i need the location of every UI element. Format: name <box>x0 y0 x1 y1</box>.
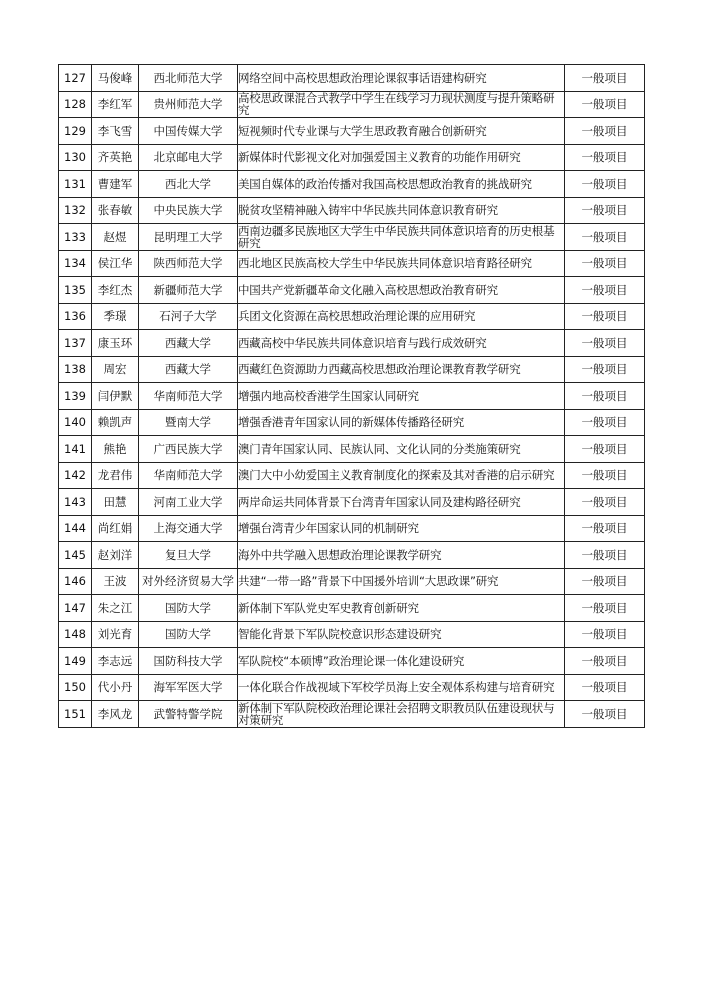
project-type-cell: 一般项目 <box>565 409 645 436</box>
person-name-cell: 李志远 <box>92 648 139 675</box>
person-name-cell: 熊艳 <box>92 436 139 463</box>
person-name-cell: 季璟 <box>92 303 139 330</box>
project-type-cell: 一般项目 <box>565 197 645 224</box>
project-title-cell: 智能化背景下军队院校意识形态建设研究 <box>238 621 565 648</box>
table-row <box>59 542 645 569</box>
table-row <box>59 91 645 118</box>
institution-cell: 海军军医大学 <box>139 674 238 701</box>
person-name-cell: 李红军 <box>92 91 139 118</box>
person-name-cell: 龙君伟 <box>92 462 139 489</box>
institution-cell: 陕西师范大学 <box>139 250 238 277</box>
project-type-cell: 一般项目 <box>565 65 645 92</box>
project-type-cell: 一般项目 <box>565 568 645 595</box>
institution-cell: 国防大学 <box>139 621 238 648</box>
project-type-cell: 一般项目 <box>565 595 645 622</box>
person-name-cell: 齐英艳 <box>92 144 139 171</box>
project-title-cell: 两岸命运共同体背景下台湾青年国家认同及建构路径研究 <box>238 489 565 516</box>
table-row <box>59 515 645 542</box>
project-title-cell: 新体制下军队院校政治理论课社会招聘文职教员队伍建设现状与对策研究 <box>238 701 565 728</box>
table-row <box>59 303 645 330</box>
project-title-cell: 西藏高校中华民族共同体意识培育与践行成效研究 <box>238 330 565 357</box>
table-row <box>59 489 645 516</box>
institution-cell: 中国传媒大学 <box>139 118 238 145</box>
institution-cell: 石河子大学 <box>139 303 238 330</box>
project-type-cell: 一般项目 <box>565 489 645 516</box>
table-row <box>59 144 645 171</box>
row-number-cell: 147 <box>59 595 92 622</box>
project-title-cell: 西藏红色资源助力西藏高校思想政治理论课教育教学研究 <box>238 356 565 383</box>
row-number-cell: 150 <box>59 674 92 701</box>
institution-cell: 国防大学 <box>139 595 238 622</box>
row-number-cell: 140 <box>59 409 92 436</box>
project-title-cell: 增强香港青年国家认同的新媒体传播路径研究 <box>238 409 565 436</box>
person-name-cell: 田慧 <box>92 489 139 516</box>
person-name-cell: 李风龙 <box>92 701 139 728</box>
project-type-cell: 一般项目 <box>565 144 645 171</box>
person-name-cell: 马俊峰 <box>92 65 139 92</box>
project-type-cell: 一般项目 <box>565 171 645 198</box>
table-row <box>59 595 645 622</box>
project-title-cell: 兵团文化资源在高校思想政治理论课的应用研究 <box>238 303 565 330</box>
row-number-cell: 129 <box>59 118 92 145</box>
project-title-cell: 共建“一带一路”背景下中国援外培训“大思政课”研究 <box>238 568 565 595</box>
person-name-cell: 朱之江 <box>92 595 139 622</box>
institution-cell: 广西民族大学 <box>139 436 238 463</box>
project-title-cell: 一体化联合作战视域下军校学员海上安全观体系构建与培育研究 <box>238 674 565 701</box>
project-title-cell: 增强台湾青少年国家认同的机制研究 <box>238 515 565 542</box>
person-name-cell: 张春敏 <box>92 197 139 224</box>
project-title-cell: 新体制下军队党史军史教育创新研究 <box>238 595 565 622</box>
project-title-cell: 澳门青年国家认同、民族认同、文化认同的分类施策研究 <box>238 436 565 463</box>
project-title-cell: 军队院校“本硕博”政治理论课一体化建设研究 <box>238 648 565 675</box>
project-title-cell: 短视频时代专业课与大学生思政教育融合创新研究 <box>238 118 565 145</box>
table-row <box>59 171 645 198</box>
project-type-cell: 一般项目 <box>565 118 645 145</box>
project-title-cell: 脱贫攻坚精神融入铸牢中华民族共同体意识教育研究 <box>238 197 565 224</box>
table-row <box>59 674 645 701</box>
row-number-cell: 132 <box>59 197 92 224</box>
institution-cell: 昆明理工大学 <box>139 224 238 251</box>
table-row <box>59 277 645 304</box>
project-type-cell: 一般项目 <box>565 621 645 648</box>
table-row <box>59 356 645 383</box>
project-table <box>58 64 645 728</box>
table-row <box>59 65 645 92</box>
row-number-cell: 134 <box>59 250 92 277</box>
institution-cell: 华南师范大学 <box>139 383 238 410</box>
row-number-cell: 149 <box>59 648 92 675</box>
project-type-cell: 一般项目 <box>565 277 645 304</box>
project-type-cell: 一般项目 <box>565 383 645 410</box>
person-name-cell: 李飞雪 <box>92 118 139 145</box>
person-name-cell: 赵刘洋 <box>92 542 139 569</box>
institution-cell: 西藏大学 <box>139 356 238 383</box>
project-title-cell: 美国自媒体的政治传播对我国高校思想政治教育的挑战研究 <box>238 171 565 198</box>
project-type-cell: 一般项目 <box>565 91 645 118</box>
table-row <box>59 462 645 489</box>
project-title-cell: 西北地区民族高校大学生中华民族共同体意识培育路径研究 <box>238 250 565 277</box>
project-title-cell: 网络空间中高校思想政治理论课叙事话语建构研究 <box>238 65 565 92</box>
project-type-cell: 一般项目 <box>565 648 645 675</box>
table-row <box>59 701 645 728</box>
table-row <box>59 383 645 410</box>
row-number-cell: 131 <box>59 171 92 198</box>
project-type-cell: 一般项目 <box>565 224 645 251</box>
person-name-cell: 周宏 <box>92 356 139 383</box>
table-row <box>59 197 645 224</box>
project-type-cell: 一般项目 <box>565 515 645 542</box>
table-row <box>59 330 645 357</box>
person-name-cell: 刘光育 <box>92 621 139 648</box>
person-name-cell: 赖凯声 <box>92 409 139 436</box>
row-number-cell: 142 <box>59 462 92 489</box>
institution-cell: 复旦大学 <box>139 542 238 569</box>
project-type-cell: 一般项目 <box>565 330 645 357</box>
table-row <box>59 621 645 648</box>
person-name-cell: 王波 <box>92 568 139 595</box>
project-title-cell: 海外中共学融入思想政治理论课教学研究 <box>238 542 565 569</box>
row-number-cell: 151 <box>59 701 92 728</box>
project-type-cell: 一般项目 <box>565 542 645 569</box>
person-name-cell: 赵煜 <box>92 224 139 251</box>
institution-cell: 河南工业大学 <box>139 489 238 516</box>
project-title-cell: 澳门大中小幼爱国主义教育制度化的探索及其对香港的启示研究 <box>238 462 565 489</box>
project-title-cell: 高校思政课混合式教学中学生在线学习力现状测度与提升策略研究 <box>238 91 565 118</box>
project-type-cell: 一般项目 <box>565 701 645 728</box>
person-name-cell: 侯江华 <box>92 250 139 277</box>
table-row <box>59 436 645 463</box>
person-name-cell: 代小丹 <box>92 674 139 701</box>
institution-cell: 贵州师范大学 <box>139 91 238 118</box>
row-number-cell: 139 <box>59 383 92 410</box>
row-number-cell: 148 <box>59 621 92 648</box>
project-type-cell: 一般项目 <box>565 303 645 330</box>
project-type-cell: 一般项目 <box>565 436 645 463</box>
institution-cell: 暨南大学 <box>139 409 238 436</box>
row-number-cell: 144 <box>59 515 92 542</box>
person-name-cell: 曹建军 <box>92 171 139 198</box>
table-row <box>59 118 645 145</box>
row-number-cell: 133 <box>59 224 92 251</box>
row-number-cell: 127 <box>59 65 92 92</box>
institution-cell: 北京邮电大学 <box>139 144 238 171</box>
project-type-cell: 一般项目 <box>565 356 645 383</box>
institution-cell: 对外经济贸易大学 <box>139 568 238 595</box>
row-number-cell: 138 <box>59 356 92 383</box>
institution-cell: 西北大学 <box>139 171 238 198</box>
person-name-cell: 李红杰 <box>92 277 139 304</box>
institution-cell: 上海交通大学 <box>139 515 238 542</box>
project-table-body <box>59 65 645 728</box>
table-row <box>59 224 645 251</box>
row-number-cell: 141 <box>59 436 92 463</box>
institution-cell: 新疆师范大学 <box>139 277 238 304</box>
project-type-cell: 一般项目 <box>565 250 645 277</box>
person-name-cell: 闫伊默 <box>92 383 139 410</box>
row-number-cell: 130 <box>59 144 92 171</box>
institution-cell: 西藏大学 <box>139 330 238 357</box>
project-type-cell: 一般项目 <box>565 462 645 489</box>
institution-cell: 华南师范大学 <box>139 462 238 489</box>
table-row <box>59 648 645 675</box>
institution-cell: 西北师范大学 <box>139 65 238 92</box>
row-number-cell: 145 <box>59 542 92 569</box>
project-title-cell: 中国共产党新疆革命文化融入高校思想政治教育研究 <box>238 277 565 304</box>
institution-cell: 武警特警学院 <box>139 701 238 728</box>
project-type-cell: 一般项目 <box>565 674 645 701</box>
row-number-cell: 143 <box>59 489 92 516</box>
institution-cell: 中央民族大学 <box>139 197 238 224</box>
table-row <box>59 409 645 436</box>
row-number-cell: 136 <box>59 303 92 330</box>
row-number-cell: 137 <box>59 330 92 357</box>
table-row <box>59 568 645 595</box>
person-name-cell: 康玉环 <box>92 330 139 357</box>
person-name-cell: 尚红娟 <box>92 515 139 542</box>
institution-cell: 国防科技大学 <box>139 648 238 675</box>
row-number-cell: 135 <box>59 277 92 304</box>
row-number-cell: 146 <box>59 568 92 595</box>
project-title-cell: 新媒体时代影视文化对加强爱国主义教育的功能作用研究 <box>238 144 565 171</box>
project-title-cell: 增强内地高校香港学生国家认同研究 <box>238 383 565 410</box>
row-number-cell: 128 <box>59 91 92 118</box>
table-row <box>59 250 645 277</box>
project-title-cell: 西南边疆多民族地区大学生中华民族共同体意识培育的历史根基研究 <box>238 224 565 251</box>
